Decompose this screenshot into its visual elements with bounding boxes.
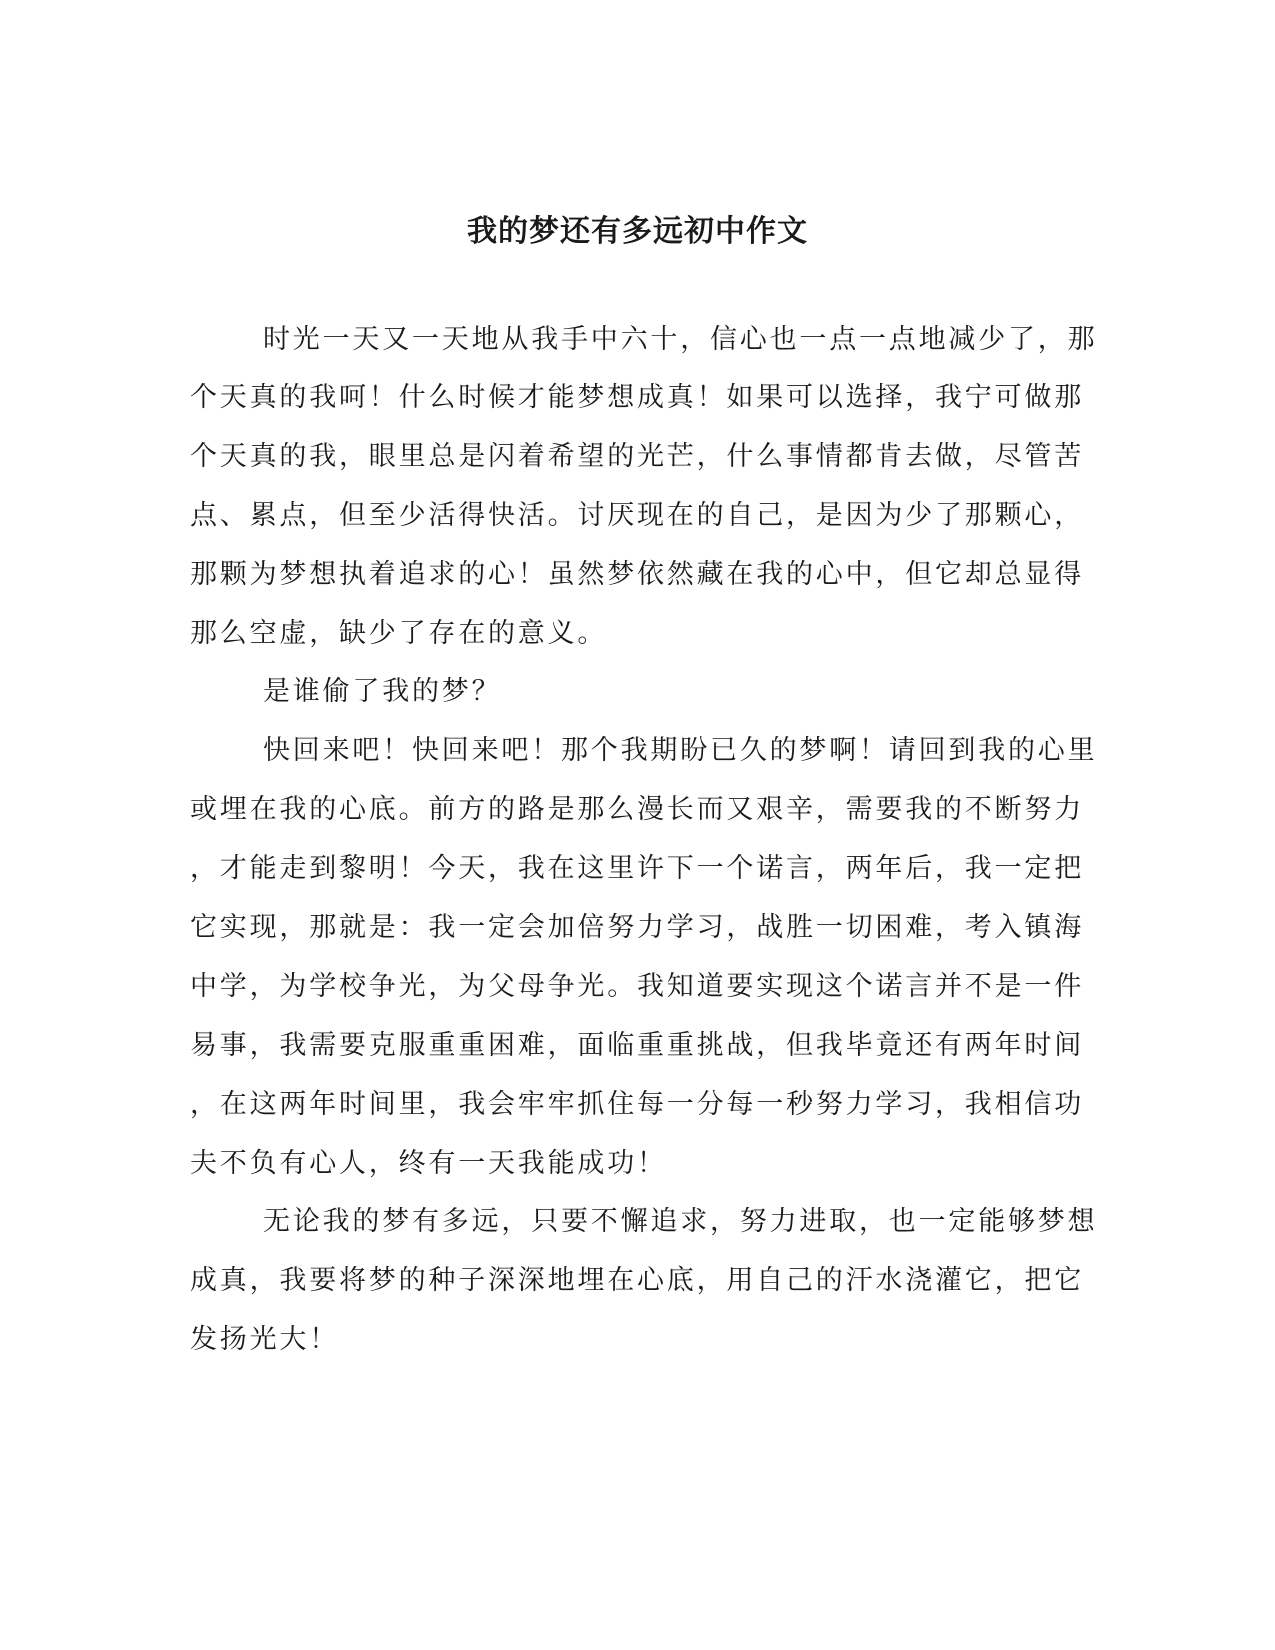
paragraph-1-line-5: 那颗为梦想执着追求的心！虽然梦依然藏在我的心中，但它却总显得	[190, 559, 1084, 590]
paragraph-2-line-1: 是谁偷了我的梦？	[263, 676, 502, 707]
paragraph-3-line-3: ，才能走到黎明！今天，我在这里许下一个诺言，两年后，我一定把	[190, 853, 1084, 884]
paragraph-3-line-7: ，在这两年时间里，我会牢牢抓住每一分每一秒努力学习，我相信功	[190, 1089, 1084, 1120]
document-title: 我的梦还有多远初中作文	[467, 214, 808, 249]
paragraph-3-line-8: 夫不负有心人，终有一天我能成功！	[190, 1148, 667, 1179]
paragraph-3-line-4: 它实现，那就是：我一定会加倍努力学习，战胜一切困难，考入镇海	[190, 912, 1084, 943]
paragraph-3-line-5: 中学，为学校争光，为父母争光。我知道要实现这个诺言并不是一件	[190, 971, 1084, 1002]
paragraph-1-line-2: 个天真的我呵！什么时候才能梦想成真！如果可以选择，我宁可做那	[190, 382, 1084, 413]
paragraph-3-line-1: 快回来吧！快回来吧！那个我期盼已久的梦啊！请回到我的心里	[263, 735, 1098, 766]
paragraph-1-line-3: 个天真的我，眼里总是闪着希望的光芒，什么事情都肯去做，尽管苦	[190, 441, 1084, 472]
paragraph-3-line-6: 易事，我需要克服重重困难，面临重重挑战，但我毕竟还有两年时间	[190, 1030, 1084, 1061]
paragraph-1-line-1: 时光一天又一天地从我手中六十，信心也一点一点地减少了，那	[263, 324, 1098, 355]
paragraph-1-line-4: 点、累点，但至少活得快活。讨厌现在的自己，是因为少了那颗心，	[190, 500, 1084, 531]
paragraph-4-line-2: 成真，我要将梦的种子深深地埋在心底，用自己的汗水浇灌它，把它	[190, 1265, 1084, 1296]
paragraph-4-line-1: 无论我的梦有多远，只要不懈追求，努力进取，也一定能够梦想	[263, 1206, 1098, 1237]
paragraph-4-line-3: 发扬光大！	[190, 1324, 339, 1355]
paragraph-3-line-2: 或埋在我的心底。前方的路是那么漫长而又艰辛，需要我的不断努力	[190, 794, 1084, 825]
paragraph-1-line-6: 那么空虚，缺少了存在的意义。	[190, 618, 608, 649]
